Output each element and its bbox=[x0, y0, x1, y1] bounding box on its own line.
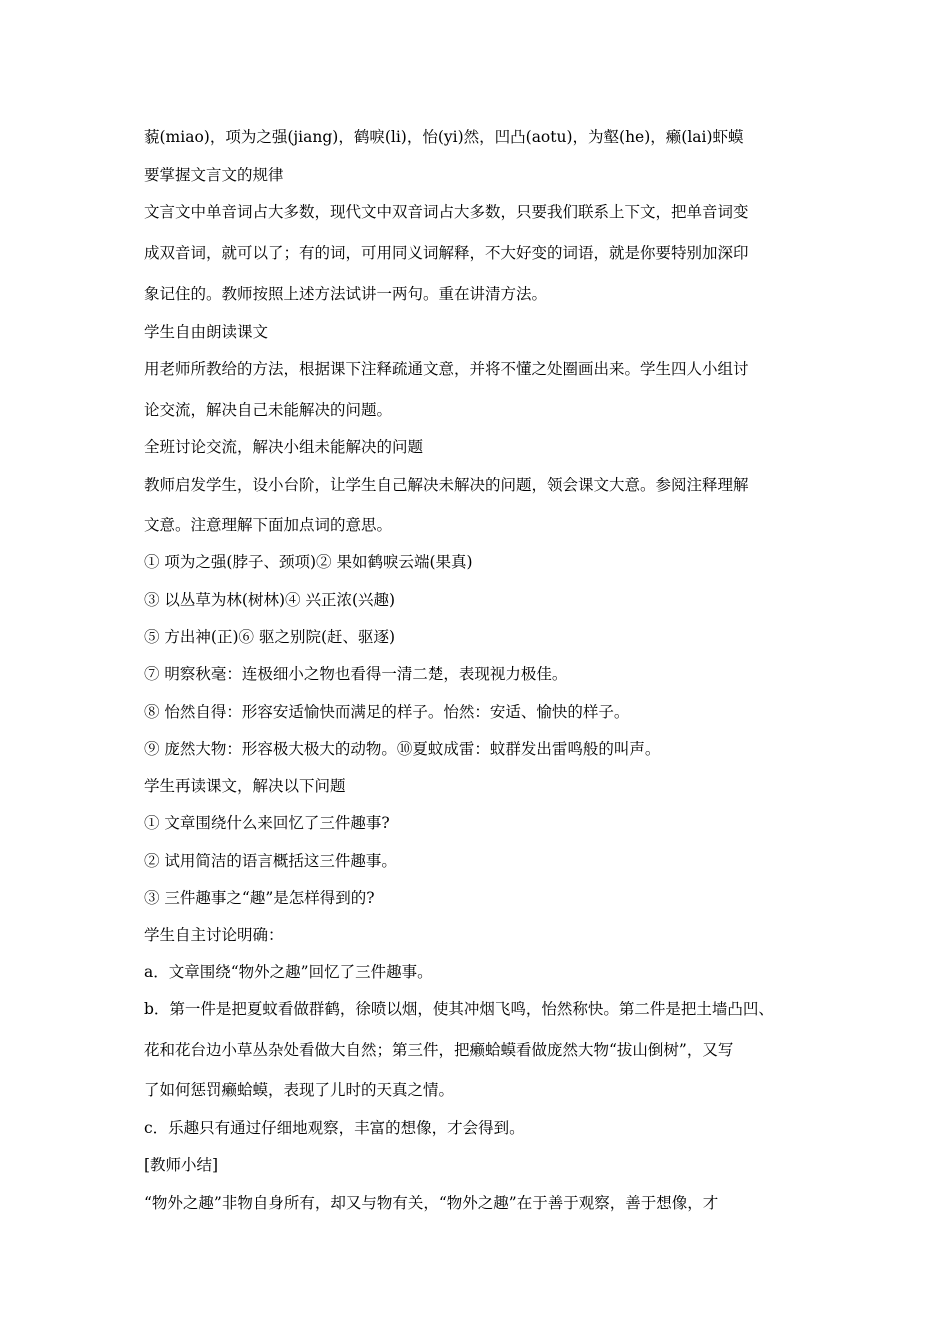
vocab-item: ⑨ 庞然大物：形容极大极大的动物。⑩夏蚊成雷：蚊群发出雷鸣般的叫声。 bbox=[144, 740, 661, 758]
paragraph-line: 论交流，解决自己未能解决的问题。 bbox=[144, 401, 393, 419]
paragraph-line: 象记住的。教师按照上述方法试讲一两句。重在讲清方法。 bbox=[144, 285, 548, 303]
paragraph-line: 文意。注意理解下面加点词的意思。 bbox=[144, 516, 393, 534]
section-heading: 学生再读课文，解决以下问题 bbox=[144, 777, 346, 795]
summary-line: “物外之趣”非物自身所有，却又与物有关，“物外之趣”在于善于观察，善于想像，才 bbox=[144, 1194, 719, 1212]
answer-line: 了如何惩罚癞蛤蟆，表现了儿时的天真之情。 bbox=[144, 1081, 455, 1099]
pronunciation-line: 藐(miao)，项为之强(jiang)，鹤唳(li)，怡(yi)然，凹凸(aotu)，为壑(he)，癞(lai)虾蟆 bbox=[144, 128, 744, 146]
paragraph-line: 成双音词，就可以了；有的词，可用同义词解释，不大好变的词语，就是你要特别加深印 bbox=[144, 244, 749, 262]
paragraph-line: 文言文中单音词占大多数，现代文中双音词占大多数，只要我们联系上下文，把单音词变 bbox=[144, 203, 749, 221]
answer-line: 花和花台边小草丛杂处看做大自然；第三件，把癞蛤蟆看做庞然大物“拔山倒树”，又写 bbox=[144, 1041, 734, 1059]
section-heading: 学生自由朗读课文 bbox=[144, 323, 269, 341]
summary-heading: [教师小结] bbox=[144, 1156, 219, 1174]
section-heading: 学生自主讨论明确： bbox=[144, 926, 284, 944]
paragraph-line: 教师启发学生，设小台阶，让学生自己解决未解决的问题，领会课文大意。参阅注释理解 bbox=[144, 476, 749, 494]
answer-item: c．乐趣只有通过仔细地观察，丰富的想像，才会得到。 bbox=[144, 1119, 525, 1137]
section-heading: 要掌握文言文的规律 bbox=[144, 166, 284, 184]
paragraph-line: 用老师所教给的方法，根据课下注释疏通文意，并将不懂之处圈画出来。学生四人小组讨 bbox=[144, 360, 749, 378]
vocab-item: ⑦ 明察秋毫：连极细小之物也看得一清二楚，表现视力极佳。 bbox=[144, 665, 568, 683]
vocab-item: ③ 以丛草为林(树林)④ 兴正浓(兴趣) bbox=[144, 591, 396, 609]
answer-item: b．第一件是把夏蚊看做群鹤，徐喷以烟，使其冲烟飞鸣，怡然称快。第二件是把土墙凸凹、 bbox=[144, 1000, 774, 1018]
question-item: ③ 三件趣事之“趣”是怎样得到的? bbox=[144, 889, 375, 907]
question-item: ① 文章围绕什么来回忆了三件趣事? bbox=[144, 814, 390, 832]
vocab-item: ⑤ 方出神(正)⑥ 驱之别院(赶、驱逐) bbox=[144, 628, 396, 646]
section-heading: 全班讨论交流，解决小组未能解决的问题 bbox=[144, 438, 424, 456]
vocab-item: ① 项为之强(脖子、颈项)② 果如鹤唳云端(果真) bbox=[144, 553, 473, 571]
vocab-item: ⑧ 怡然自得：形容安适愉快而满足的样子。怡然：安适、愉快的样子。 bbox=[144, 703, 630, 721]
answer-item: a．文章围绕“物外之趣”回忆了三件趣事。 bbox=[144, 963, 433, 981]
question-item: ② 试用简洁的语言概括这三件趣事。 bbox=[144, 852, 397, 870]
